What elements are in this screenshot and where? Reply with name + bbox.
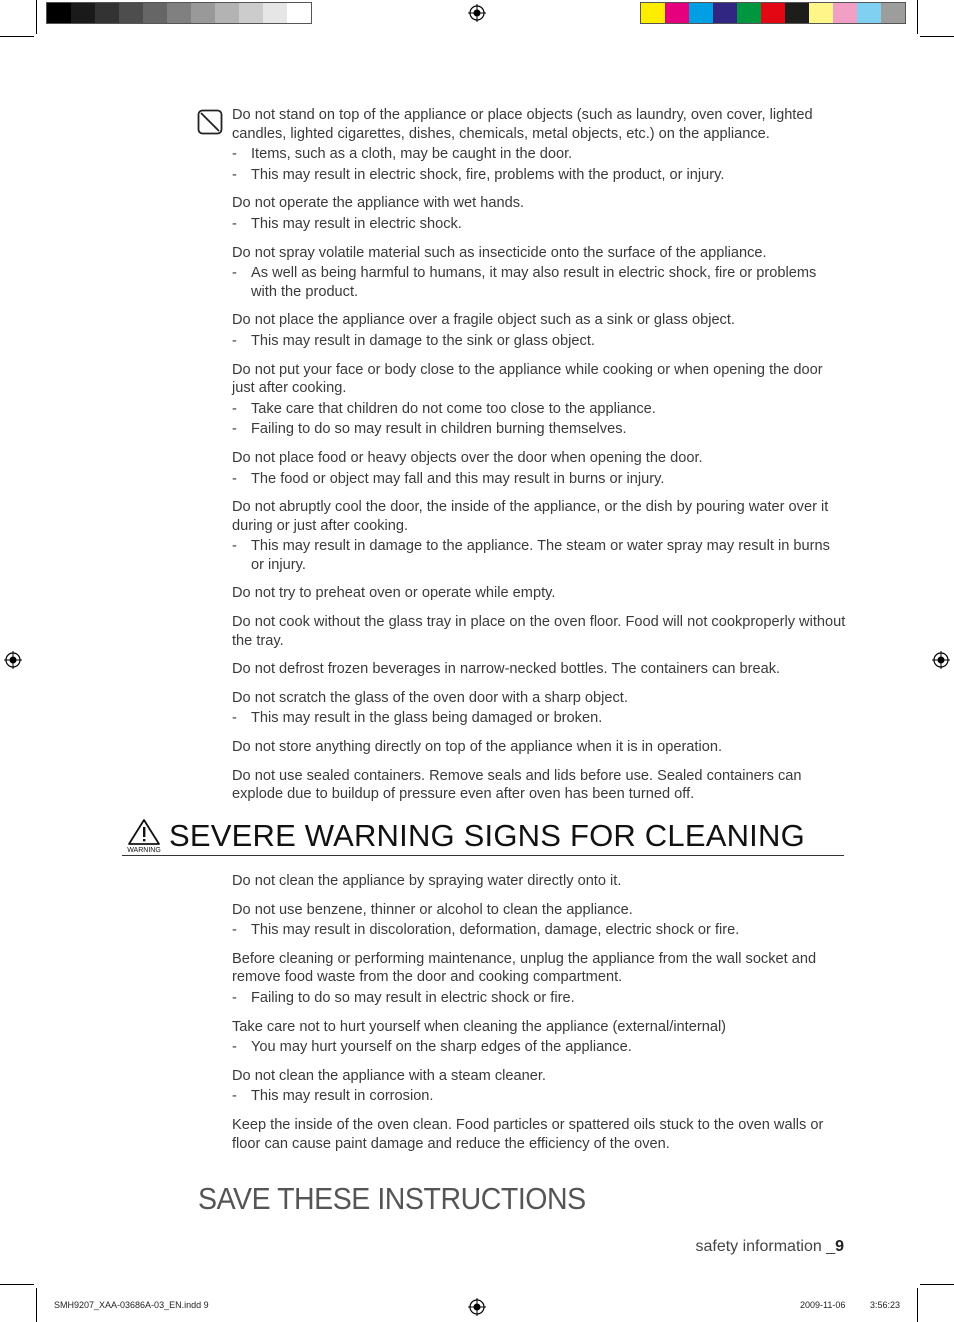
crop-mark	[36, 1288, 37, 1322]
dash-bullet: -	[232, 332, 237, 349]
consequence-text: This may result in electric shock.	[251, 215, 462, 232]
consequence-item	[232, 166, 846, 185]
dash-bullet: -	[232, 989, 237, 1006]
color-swatch	[191, 3, 215, 23]
section-title: SEVERE WARNING SIGNS FOR CLEANING	[169, 818, 805, 853]
process-color-bar	[640, 2, 906, 24]
consequence-item	[232, 537, 846, 574]
warning-text: Do not clean the appliance by spraying water directly onto it.	[232, 873, 622, 889]
save-instructions-heading: SAVE THESE INSTRUCTIONS	[198, 1181, 586, 1216]
consequence-text: Failing to do so may result in electric shock or fire.	[251, 989, 575, 1006]
warning-text: Do not use benzene, thinner or alcohol to clean the appliance.	[232, 901, 633, 918]
warning-text: Do not defrost frozen beverages in narrow-necked bottles. The containers can break.	[232, 661, 781, 678]
warning-text: Do not stand on top of the appliance or place objects (such as laundry, oven cover, lighted candles, lighted cigarettes, dishes, chemicals, metal objects, etc.) on the appliance.	[232, 107, 813, 142]
dash-bullet: -	[232, 710, 237, 727]
warning-text: Do not clean the appliance with a steam cleaner.	[232, 1067, 546, 1084]
consequence-item	[232, 264, 846, 301]
registration-mark-icon	[4, 651, 22, 669]
color-swatch	[71, 3, 95, 23]
warning-triangle-icon	[124, 818, 164, 854]
color-swatch	[737, 3, 761, 23]
consequence-item	[232, 332, 846, 351]
consequence-text: Failing to do so may result in children burning themselves.	[251, 421, 627, 438]
warning-item	[232, 660, 846, 679]
page-number: 9	[835, 1238, 844, 1255]
color-swatch	[857, 3, 881, 23]
color-swatch	[881, 3, 905, 23]
consequence-item	[232, 1038, 846, 1057]
warning-item	[232, 244, 846, 302]
registration-mark-icon	[468, 4, 486, 22]
warning-item	[232, 901, 846, 940]
consequence-item	[232, 215, 846, 234]
consequence-item	[232, 709, 846, 728]
consequence-text: This may result in electric shock, fire, problems with the product, or injury.	[251, 166, 725, 183]
warning-text: Do not store anything directly on top of the appliance when it is in operation.	[232, 739, 723, 756]
color-swatch	[809, 3, 833, 23]
crop-mark	[920, 36, 954, 37]
warning-item	[232, 194, 846, 233]
warning-text: Do not scratch the glass of the oven door with a sharp object.	[232, 689, 628, 706]
page-footer	[695, 1238, 844, 1256]
dash-bullet: -	[232, 421, 237, 438]
dash-bullet: -	[232, 166, 237, 183]
warning-text: Do not abruptly cool the door, the inside of the appliance, or the dish by pouring water over it during or just after cooking.	[232, 499, 829, 534]
dash-bullet: -	[232, 538, 237, 555]
dash-bullet: -	[232, 1088, 237, 1105]
color-swatch	[143, 3, 167, 23]
warning-item	[232, 1116, 846, 1153]
consequence-text: This may result in the glass being damaged or broken.	[251, 710, 603, 727]
slug-date: 2009-11-06	[800, 1300, 846, 1310]
dash-bullet: -	[232, 470, 237, 487]
consequence-text: As well as being harmful to humans, it may also result in electric shock, fire or problems with the product.	[251, 265, 817, 300]
warning-item	[232, 1067, 846, 1106]
warning-item	[232, 584, 846, 603]
dash-bullet: -	[232, 265, 237, 282]
warning-item	[232, 311, 846, 350]
footer-section-label: safety information _	[695, 1238, 836, 1255]
warning-text: Do not put your face or body close to the appliance while cooking or when opening the door just after cooking.	[232, 361, 823, 397]
warning-text: Take care not to hurt yourself when cleaning the appliance (external/internal)	[232, 1018, 727, 1035]
warning-item	[232, 738, 846, 757]
consequence-text: This may result in corrosion.	[251, 1088, 434, 1105]
consequence-item	[232, 145, 846, 164]
color-swatch	[785, 3, 809, 23]
warning-item	[232, 767, 846, 804]
consequence-item	[232, 400, 846, 419]
section-header	[122, 815, 844, 856]
crop-mark	[917, 0, 918, 34]
warning-item	[232, 361, 846, 439]
color-swatch	[47, 3, 71, 23]
consequence-item	[232, 420, 846, 439]
safety-warnings-list	[232, 106, 846, 814]
no-entry-square-icon	[197, 109, 223, 135]
warning-item	[232, 449, 846, 488]
color-swatch	[713, 3, 737, 23]
color-swatch	[95, 3, 119, 23]
warning-text: Before cleaning or performing maintenance, unplug the appliance from the wall socket and remove food waste from the door and cooking compartment.	[232, 950, 817, 986]
color-swatch	[239, 3, 263, 23]
warning-item	[232, 613, 846, 650]
consequence-text: The food or object may fall and this may result in burns or injury.	[251, 470, 665, 487]
consequence-text: Take care that children do not come too close to the appliance.	[251, 400, 656, 417]
warning-item	[232, 872, 846, 891]
color-swatch	[215, 3, 239, 23]
consequence-text: This may result in damage to the sink or glass object.	[251, 332, 595, 349]
warning-item	[232, 498, 846, 574]
consequence-text: You may hurt yourself on the sharp edges of the appliance.	[251, 1039, 632, 1056]
registration-mark-icon	[932, 651, 950, 669]
warning-text: Keep the inside of the oven clean. Food particles or spattered oils stuck to the oven walls or floor can cause paint damage and reduce the efficiency of the oven.	[232, 1116, 824, 1152]
warning-item	[232, 1018, 846, 1057]
consequence-text: This may result in damage to the appliance. The steam or water spray may result in burns or injury.	[251, 538, 830, 573]
dash-bullet: -	[232, 215, 237, 232]
warning-item	[232, 950, 846, 1008]
crop-mark	[920, 1284, 954, 1285]
color-swatch	[263, 3, 287, 23]
consequence-item	[232, 1087, 846, 1106]
dash-bullet: -	[232, 400, 237, 417]
warning-text: Do not use sealed containers. Remove seals and lids before use. Sealed containers can explode due to buildup of pressure even after oven has been turned off.	[232, 767, 802, 803]
warning-item	[232, 689, 846, 728]
slug-time: 3:56:23	[870, 1300, 901, 1310]
warning-text: Do not try to preheat oven or operate while empty.	[232, 585, 556, 602]
grayscale-color-bar	[46, 2, 312, 24]
color-swatch	[119, 3, 143, 23]
consequence-item	[232, 989, 846, 1008]
dash-bullet: -	[232, 922, 237, 939]
crop-mark	[0, 36, 34, 37]
crop-mark	[917, 1288, 918, 1322]
warning-label: WARNING	[127, 847, 161, 854]
color-swatch	[665, 3, 689, 23]
crop-mark	[36, 0, 37, 34]
color-swatch	[641, 3, 665, 23]
warning-text: Do not cook without the glass tray in place on the oven floor. Food will not cookproperly without the tray.	[232, 614, 846, 649]
consequence-text: Items, such as a cloth, may be caught in the door.	[251, 146, 573, 163]
dash-bullet: -	[232, 146, 237, 163]
color-swatch	[167, 3, 191, 23]
warning-item	[232, 106, 846, 184]
consequence-item	[232, 921, 846, 940]
color-swatch	[287, 3, 311, 23]
color-swatch	[689, 3, 713, 23]
warning-text: Do not operate the appliance with wet hands.	[232, 195, 525, 212]
warning-text: Do not spray volatile material such as insecticide onto the surface of the appliance.	[232, 244, 767, 261]
cleaning-warnings-list	[232, 872, 846, 1163]
color-swatch	[761, 3, 785, 23]
crop-mark	[0, 1284, 34, 1285]
consequence-text: This may result in discoloration, deformation, damage, electric shock or fire.	[251, 922, 740, 939]
color-swatch	[833, 3, 857, 23]
slug-file-info: SMH9207_XAA-03686A-03_EN.indd 9	[54, 1300, 209, 1310]
warning-text: Do not place the appliance over a fragile object such as a sink or glass object.	[232, 312, 735, 329]
dash-bullet: -	[232, 1039, 237, 1056]
warning-text: Do not place food or heavy objects over the door when opening the door.	[232, 449, 703, 466]
consequence-item	[232, 470, 846, 489]
registration-mark-icon	[468, 1298, 486, 1316]
